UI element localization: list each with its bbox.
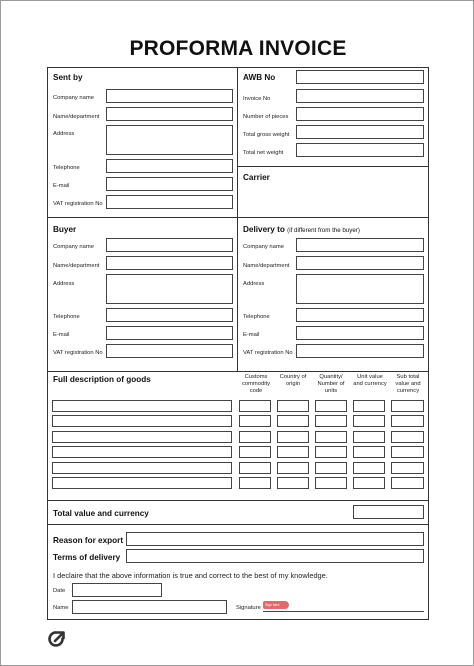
goods-country-origin-cell[interactable] — [277, 446, 309, 458]
number-of-pieces-label: Number of pieces — [243, 114, 289, 120]
goods-description-cell[interactable] — [52, 462, 232, 474]
awb-field[interactable] — [296, 70, 424, 84]
buyer-email-label: E-mail — [53, 332, 70, 338]
sign-here-stamp: Sign here — [263, 601, 289, 609]
col-customs-code: Customs commodity code — [241, 374, 271, 394]
terms-field[interactable] — [126, 549, 424, 563]
delivery-email-label: E-mail — [243, 332, 260, 338]
goods-unit-value-cell[interactable] — [353, 446, 385, 458]
goods-unit-value-cell[interactable] — [353, 462, 385, 474]
goods-description-cell[interactable] — [52, 415, 232, 427]
goods-customs-code-cell[interactable] — [239, 462, 271, 474]
name-field[interactable] — [72, 600, 227, 614]
sent-by-email-field[interactable] — [106, 177, 233, 191]
col-country-origin: Country of origin — [279, 374, 307, 387]
divider-goods — [47, 371, 429, 372]
goods-subtotal-cell[interactable] — [391, 446, 424, 458]
goods-heading: Full description of goods — [53, 375, 151, 384]
buyer-company-label: Company name — [53, 244, 94, 250]
goods-description-cell[interactable] — [52, 446, 232, 458]
buyer-vat-field[interactable] — [106, 344, 233, 358]
buyer-telephone-field[interactable] — [106, 308, 233, 322]
col-subtotal: Sub total value and currency — [395, 374, 421, 394]
goods-customs-code-cell[interactable] — [239, 415, 271, 427]
goods-country-origin-cell[interactable] — [277, 462, 309, 474]
goods-quantity-cell[interactable] — [315, 462, 347, 474]
delivery-department-field[interactable] — [296, 256, 424, 270]
sent-by-department-field[interactable] — [106, 107, 233, 121]
buyer-company-field[interactable] — [106, 238, 233, 252]
delivery-vat-label: VAT registration No — [243, 350, 293, 356]
delivery-address-label: Address — [243, 281, 265, 287]
date-field[interactable] — [72, 583, 162, 597]
goods-quantity-cell[interactable] — [315, 431, 347, 443]
date-label: Date — [53, 588, 66, 594]
sent-by-vat-label: VAT registration No — [53, 201, 103, 207]
buyer-vat-label: VAT registration No — [53, 350, 103, 356]
buyer-address-field[interactable] — [106, 274, 233, 304]
divider-reason — [47, 524, 429, 525]
delivery-telephone-field[interactable] — [296, 308, 424, 322]
goods-quantity-cell[interactable] — [315, 415, 347, 427]
goods-customs-code-cell[interactable] — [239, 400, 271, 412]
net-weight-label: Total net weight — [243, 150, 284, 156]
column-divider — [237, 67, 238, 372]
signature-line[interactable] — [263, 611, 424, 612]
total-label: Total value and currency — [53, 509, 149, 518]
sent-by-heading: Sent by — [53, 73, 83, 82]
signature-label: Signature — [236, 605, 261, 611]
divider-carrier — [237, 166, 429, 167]
buyer-email-field[interactable] — [106, 326, 233, 340]
delivery-email-field[interactable] — [296, 326, 424, 340]
buyer-address-label: Address — [53, 281, 75, 287]
goods-quantity-cell[interactable] — [315, 446, 347, 458]
sent-by-company-field[interactable] — [106, 89, 233, 103]
goods-subtotal-cell[interactable] — [391, 477, 424, 489]
goods-quantity-cell[interactable] — [315, 400, 347, 412]
awb-heading: AWB No — [243, 73, 276, 82]
buyer-telephone-label: Telephone — [53, 314, 80, 320]
goods-country-origin-cell[interactable] — [277, 400, 309, 412]
divider-total — [47, 500, 429, 501]
buyer-department-label: Name/department — [53, 263, 100, 269]
delivery-note: (if different from the buyer) — [287, 227, 360, 234]
terms-label: Terms of delivery — [53, 553, 121, 562]
sent-by-telephone-label: Telephone — [53, 165, 80, 171]
total-field[interactable] — [353, 505, 424, 519]
goods-subtotal-cell[interactable] — [391, 400, 424, 412]
delivery-company-field[interactable] — [296, 238, 424, 252]
delivery-department-label: Name/department — [243, 263, 290, 269]
invoice-no-label: Invoice No — [243, 96, 271, 102]
gross-weight-field[interactable] — [296, 125, 424, 139]
col-unit-value: Unit value and currency — [353, 374, 387, 387]
goods-customs-code-cell[interactable] — [239, 431, 271, 443]
sent-by-address-field[interactable] — [106, 125, 233, 155]
invoice-no-field[interactable] — [296, 89, 424, 103]
name-label: Name — [53, 605, 69, 611]
sent-by-department-label: Name/department — [53, 114, 100, 120]
buyer-heading: Buyer — [53, 225, 77, 234]
buyer-department-field[interactable] — [106, 256, 233, 270]
col-quantity: Quantity/ Number of units — [317, 374, 345, 394]
sent-by-email-label: E-mail — [53, 183, 70, 189]
number-of-pieces-field[interactable] — [296, 107, 424, 121]
goods-description-cell[interactable] — [52, 477, 232, 489]
goods-unit-value-cell[interactable] — [353, 415, 385, 427]
goods-subtotal-cell[interactable] — [391, 462, 424, 474]
goods-subtotal-cell[interactable] — [391, 415, 424, 427]
goods-description-cell[interactable] — [52, 431, 232, 443]
delivery-heading — [243, 225, 360, 234]
delivery-heading-text: Delivery to — [243, 225, 285, 234]
sent-by-telephone-field[interactable] — [106, 159, 233, 173]
sent-by-address-label: Address — [53, 131, 75, 137]
reason-field[interactable] — [126, 532, 424, 546]
goods-subtotal-cell[interactable] — [391, 431, 424, 443]
goods-customs-code-cell[interactable] — [239, 446, 271, 458]
goods-quantity-cell[interactable] — [315, 477, 347, 489]
carrier-heading: Carrier — [243, 173, 270, 182]
delivery-vat-field[interactable] — [296, 344, 424, 358]
goods-country-origin-cell[interactable] — [277, 415, 309, 427]
goods-unit-value-cell[interactable] — [353, 477, 385, 489]
gross-weight-label: Total gross weight — [243, 132, 290, 138]
goods-country-origin-cell[interactable] — [277, 431, 309, 443]
delivery-telephone-label: Telephone — [243, 314, 270, 320]
page-title: PROFORMA INVOICE — [129, 37, 347, 60]
goods-country-origin-cell[interactable] — [277, 477, 309, 489]
declaration-text: I declaire that the above information is true and correct to the best of my knowledge. — [53, 571, 328, 580]
reason-label: Reason for export — [53, 536, 124, 545]
goods-customs-code-cell[interactable] — [239, 477, 271, 489]
goods-description-cell[interactable] — [52, 400, 232, 412]
delivery-company-label: Company name — [243, 244, 284, 250]
sent-by-company-label: Company name — [53, 95, 94, 101]
sent-by-vat-field[interactable] — [106, 195, 233, 209]
arrow-logo-icon — [47, 629, 67, 649]
goods-unit-value-cell[interactable] — [353, 431, 385, 443]
net-weight-field[interactable] — [296, 143, 424, 157]
delivery-address-field[interactable] — [296, 274, 424, 304]
goods-unit-value-cell[interactable] — [353, 400, 385, 412]
divider-buyer — [47, 217, 429, 218]
